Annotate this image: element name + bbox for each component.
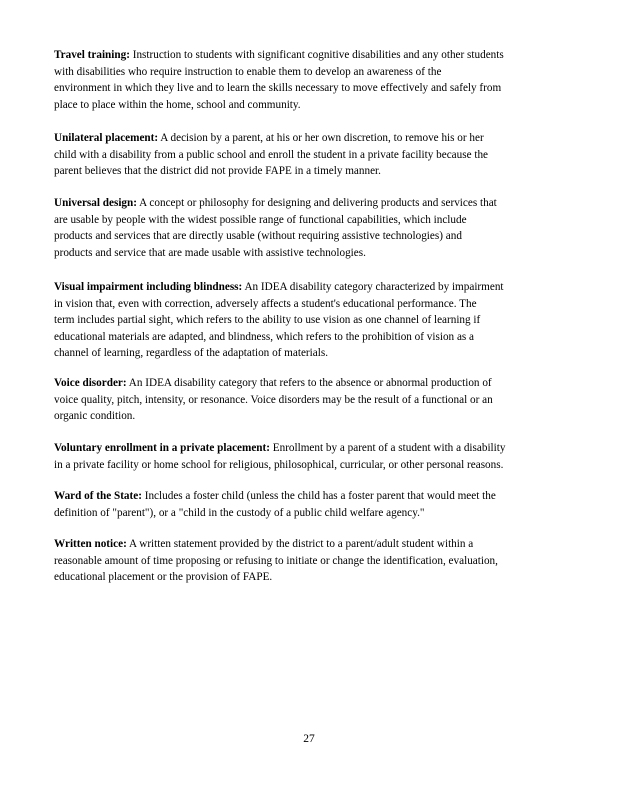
entry-first-line — [54, 488, 496, 505]
definition-line: environment in which they live and to learn the skills necessary to move effectively and safely from — [54, 82, 502, 94]
definition-line: in a private facility or home school for religious, philosophical, curricular, or other personal reasons. — [54, 458, 504, 471]
definition-line: place to place within the home, school and community. — [54, 98, 301, 111]
definition-line: channel of learning, regardless of the adaptation of materials. — [54, 347, 328, 359]
glossary-term: Written notice: — [54, 538, 127, 550]
glossary-entry-written-notice — [54, 536, 498, 586]
entry-first-line — [54, 195, 497, 212]
definition-text: A decision by a parent, at his or her own discretion, to remove his or her — [158, 132, 484, 144]
glossary-term: Unilateral placement: — [54, 132, 159, 144]
glossary-entry-unilateral-placement — [54, 130, 488, 180]
definition-line: term includes partial sight, which refers to the ability to use vision as one channel of learning if — [54, 314, 481, 326]
definition-line: with disabilities who require instruction to enable them to develop an awareness of the — [54, 65, 442, 78]
entry-first-line — [54, 47, 504, 64]
definition-line: educational placement or the provision of FAPE. — [54, 571, 273, 583]
definition-text: Enrollment by a parent of a student with a disability — [269, 442, 506, 454]
glossary-term: Ward of the State: — [54, 490, 142, 502]
entry-first-line — [54, 130, 488, 147]
entry-first-line — [54, 536, 498, 553]
definition-line: voice quality, pitch, intensity, or resonance. Voice disorders may be the result of a functional or an — [54, 393, 493, 406]
entry-first-line — [54, 375, 493, 392]
glossary-term: Universal design: — [54, 197, 137, 209]
glossary-entry-travel-training — [54, 47, 504, 113]
definition-line: definition of "parent"), or a "child in the custody of a public child welfare agency." — [54, 506, 425, 519]
glossary-term: Voice disorder: — [54, 377, 127, 389]
definition-line: in vision that, even with correction, adversely affects a student's educational performance. The — [54, 297, 477, 310]
glossary-term: Voluntary enrollment in a private placement: — [54, 442, 270, 454]
definition-line: products and services that are directly usable (without requiring assistive technologies) and — [54, 230, 462, 242]
definition-line: educational materials are adapted, and blindness, which refers to the prohibition of vision as a — [54, 330, 475, 343]
glossary-entry-voice-disorder — [54, 375, 493, 425]
glossary-term: Travel training: — [54, 49, 130, 61]
entry-first-line — [54, 279, 504, 296]
definition-text: Includes a foster child (unless the child has a foster parent that would meet the — [141, 490, 496, 502]
glossary-entry-universal-design — [54, 195, 497, 261]
definition-line: organic condition. — [54, 410, 136, 422]
definition-text: A written statement provided by the district to a parent/adult student within a — [126, 538, 474, 550]
glossary-entry-visual-impairment — [54, 279, 504, 362]
definition-line: parent believes that the district did not provide FAPE in a timely manner. — [54, 165, 381, 177]
definition-text: Instruction to students with significant cognitive disabilities and any other students — [129, 49, 504, 61]
glossary-entry-ward-of-the-state — [54, 488, 496, 521]
definition-line: products and service that are made usable with assistive technologies. — [54, 246, 366, 259]
definition-line: are usable by people with the widest possible range of functional capabilities, which include — [54, 213, 467, 226]
definition-text: An IDEA disability category that refers to the absence or abnormal production of — [126, 377, 492, 389]
entry-first-line — [54, 440, 505, 457]
page-number: 27 — [303, 733, 315, 745]
definition-text: An IDEA disability category characterized by impairment — [242, 281, 504, 293]
definition-line: child with a disability from a public school and enroll the student in a private facility because the — [54, 148, 489, 161]
glossary-term: Visual impairment including blindness: — [54, 281, 243, 293]
glossary-entry-voluntary-enrollment — [54, 440, 505, 473]
definition-text: A concept or philosophy for designing and delivering products and services that — [136, 197, 497, 209]
definition-line: reasonable amount of time proposing or refusing to initiate or change the identification, evaluation, — [54, 554, 498, 567]
